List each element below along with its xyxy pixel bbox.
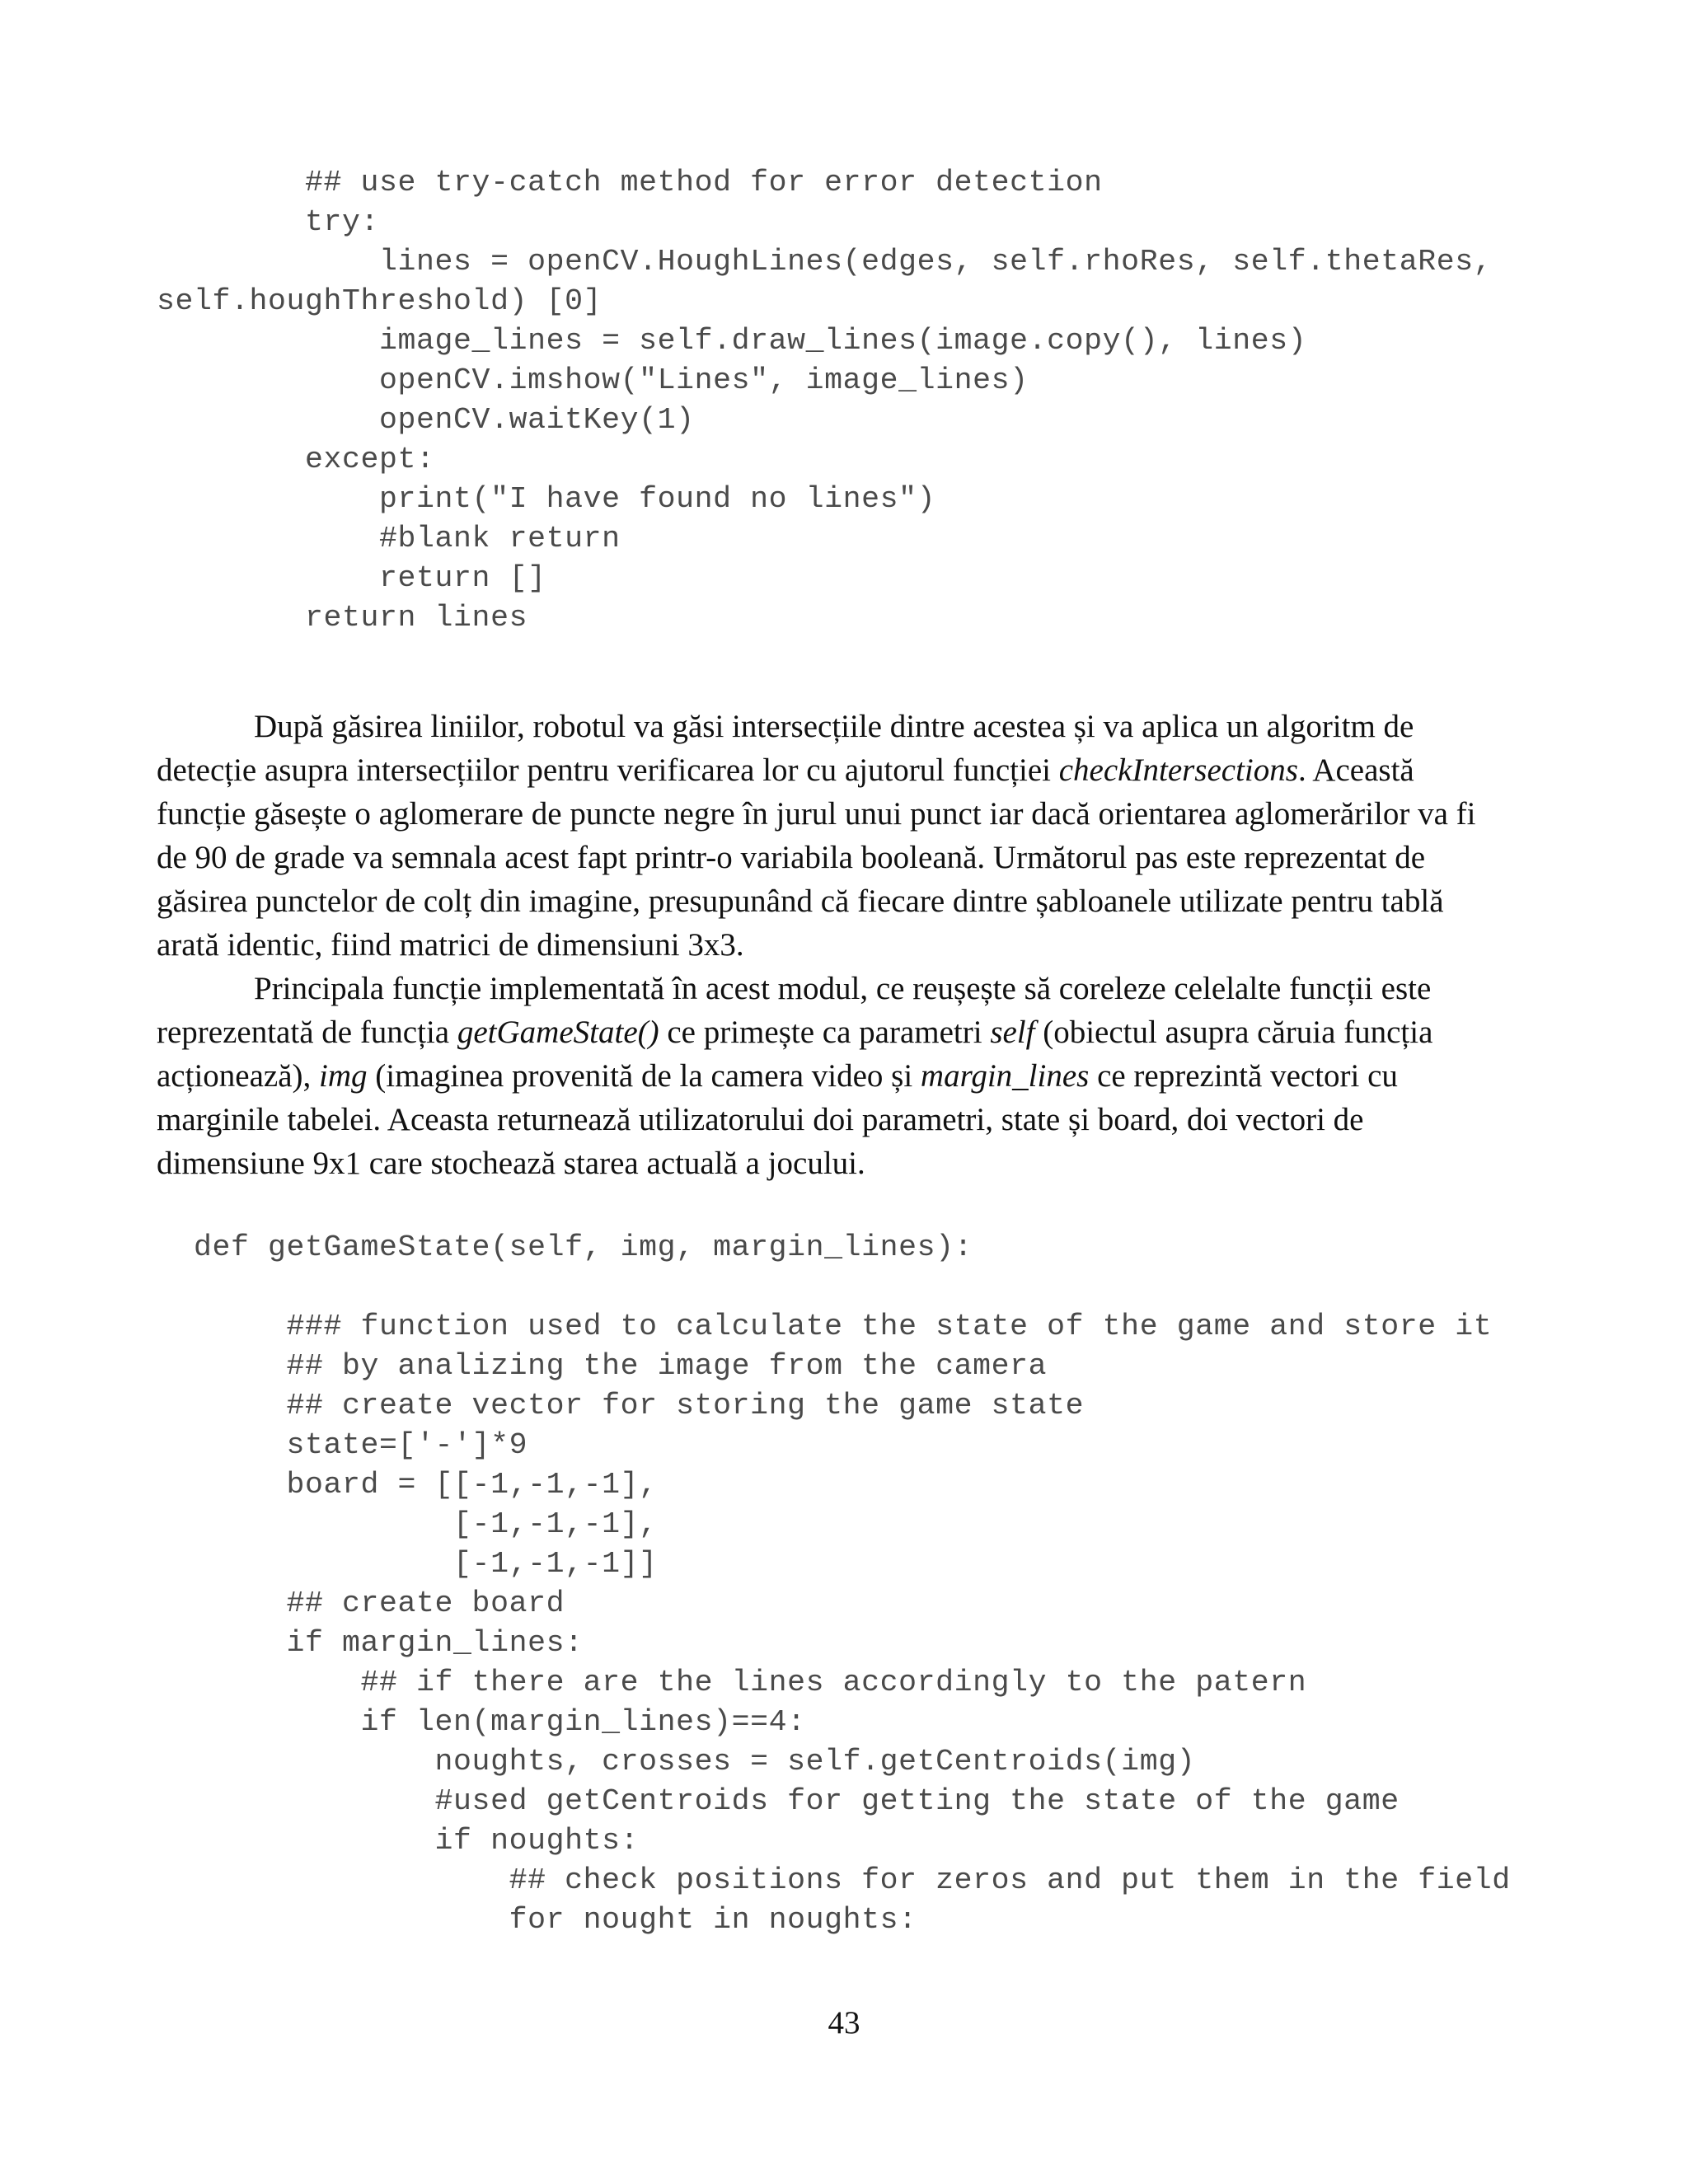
code-line: try: xyxy=(157,205,380,239)
code-line: openCV.waitKey(1) xyxy=(157,403,695,437)
text-line: dimensiune 9x1 care stochează starea actuală a jocului. xyxy=(157,1146,865,1181)
code-line: if margin_lines: xyxy=(157,1626,584,1660)
code-line: [-1,-1,-1]] xyxy=(157,1547,658,1581)
parameter-emphasis: img xyxy=(319,1058,368,1094)
code-line: image_lines = self.draw_lines(image.copy(), lines) xyxy=(157,324,1307,358)
code-line: ## check positions for zeros and put them in the field xyxy=(157,1863,1511,1897)
function-name-emphasis: checkIntersections xyxy=(1058,752,1298,788)
paragraph-get-game-state xyxy=(157,967,1525,1185)
code-line: #used getCentroids for getting the state of the game xyxy=(157,1784,1400,1818)
paragraph-intersections xyxy=(157,705,1525,967)
code-line: except: xyxy=(157,443,435,476)
function-name-emphasis: getGameState() xyxy=(457,1015,659,1050)
code-line: print("I have found no lines") xyxy=(157,482,936,516)
text-line: de 90 de grade va semnala acest fapt printr-o variabila booleană. Următorul pas este reprezentat de xyxy=(157,840,1426,875)
text-line: funcție găsește o aglomerare de puncte negre în jurul unui punct iar dacă orientarea aglomerărilor va fi xyxy=(157,796,1476,832)
code-line: ### function used to calculate the state of the game and store it xyxy=(157,1310,1493,1343)
code-line: state=['-']*9 xyxy=(157,1428,528,1462)
text-line: reprezentată de funcția getGameState() ce primește ca parametri self (obiectul asupra căruia funcția xyxy=(157,1015,1433,1050)
code-line: if len(margin_lines)==4: xyxy=(157,1705,806,1739)
parameter-emphasis: self xyxy=(990,1015,1035,1050)
text-line: Principala funcție implementată în acest modul, ce reușește să coreleze celelalte funcții este xyxy=(254,971,1432,1006)
code-line: lines = openCV.HoughLines(edges, self.rhoRes, self.thetaRes, xyxy=(157,245,1493,279)
code-line xyxy=(157,1268,1511,1307)
page-number: 43 xyxy=(828,2005,860,2041)
code-line: ## if there are the lines accordingly to the patern xyxy=(157,1666,1307,1699)
code-block-get-game-state xyxy=(157,1228,1511,1940)
body-text xyxy=(157,705,1525,1185)
text-line: marginile tabelei. Aceasta returnează utilizatorului doi parametri, state și board, doi vectori de xyxy=(157,1102,1364,1137)
code-line: self.houghThreshold) [0] xyxy=(157,284,603,318)
code-line: ## use try-catch method for error detection xyxy=(157,166,1103,199)
code-line: for nought in noughts: xyxy=(157,1903,917,1937)
text-line: găsirea punctelor de colț din imagine, presupunând că fiecare dintre șabloanele utilizate pentru tablă xyxy=(157,883,1444,919)
text-line: acționează), img (imaginea provenită de la camera video și margin_lines ce reprezintă vectori cu xyxy=(157,1058,1398,1094)
code-line: openCV.imshow("Lines", image_lines) xyxy=(157,363,1029,397)
code-block-hough-lines xyxy=(157,163,1492,638)
code-line: if noughts: xyxy=(157,1824,640,1858)
code-line: noughts, crosses = self.getCentroids(img) xyxy=(157,1745,1196,1779)
code-line: return lines xyxy=(157,601,528,635)
parameter-emphasis: margin_lines xyxy=(920,1058,1090,1094)
code-line: [-1,-1,-1], xyxy=(157,1507,658,1541)
code-line: board = [[-1,-1,-1], xyxy=(157,1468,658,1502)
text-line: arată identic, fiind matrici de dimensiuni 3x3. xyxy=(157,927,744,963)
code-line: ## create vector for storing the game state xyxy=(157,1389,1085,1422)
text-line: După găsirea liniilor, robotul va găsi intersecțiile dintre acestea și va aplica un algoritm de xyxy=(254,709,1414,744)
code-line: #blank return xyxy=(157,522,621,555)
code-line: def getGameState(self, img, margin_lines): xyxy=(157,1230,973,1264)
code-line: ## by analizing the image from the camera xyxy=(157,1349,1048,1383)
code-line: ## create board xyxy=(157,1586,565,1620)
text-line: detecție asupra intersecțiilor pentru verificarea lor cu ajutorul funcției checkIntersections. Această xyxy=(157,752,1414,788)
code-line: return [] xyxy=(157,561,546,595)
